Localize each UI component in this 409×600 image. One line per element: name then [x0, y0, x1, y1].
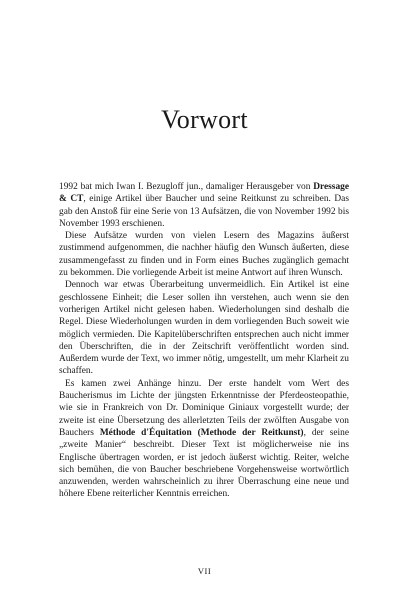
paragraph [59, 378, 349, 501]
bold-title-text: Méthode d'Équitation (Methode der Reitkunst) [99, 427, 304, 438]
paragraph [59, 181, 349, 230]
paragraph-text: Dennoch war etwas Überarbeitung unvermeidlich. Ein Artikel ist eine geschlossene Einheit; die Leser sollen ihn verstehen, auch wenn sie den vorherigen Artikel nicht gelesen haben. Wiederholungen sind deshalb die Regel. Diese Wiederholungen wurden in dem vorliegenden Buch soweit wie möglich vermieden. Die Kapitelüberschriften entsprechen auch nicht immer den Überschriften, die in der Zeitschrift veröffentlicht worden sind. Außerdem wurde der Text, wo immer nötig, umgestellt, um mehr Klarheit zu schaffen. [59, 280, 349, 377]
paragraph-text: Es kamen zwei Anhänge hinzu. Der erste handelt vom Wert des Baucherismus im Lichte der jüngsten Erkenntnisse der Pferdeosteopathie, wie sie in Frankreich von Dr. Dominique Giniaux vorgestellt wurde; der zweite ist eine Übersetzung des allerletzten Teils der zwölften Ausgabe von Bauchers [59, 378, 349, 438]
bold-title-text: Dressage & CT [59, 182, 349, 205]
paragraph-text: 1992 bat mich Iwan I. Bezugloff jun., damaliger Herausgeber von [59, 182, 314, 192]
page-number: VII [197, 566, 212, 576]
page-title: Vorwort [161, 105, 248, 134]
body-text [59, 181, 349, 501]
paragraph-text: , der seine „zweite Manier“ beschreibt. Dieser Text ist möglicherweise nie ins Englische übertragen worden, er ist jedoch äußerst wichtig. Reiter, welche sich bemühen, die von Baucher beschriebene Vorgehensweise wortwörtlich anzuwenden, werden wahrscheinlich zu ihrer Überraschung eine neue und höhere Ebene reiterlicher Kenntnis erreichen. [59, 427, 349, 500]
paragraph-text: Diese Aufsätze wurden von vielen Lesern des Magazins äußerst zustimmend aufgenommen, die nachher häufig den Wunsch äußerten, diese zusammengefasst zu finden und in Form eines Buches zugänglich gemacht zu bekommen. Die vorliegende Arbeit ist meine Antwort auf ihren Wunsch. [59, 231, 349, 279]
paragraph-text: , einige Artikel über Baucher und seine Reitkunst zu schreiben. Das gab den Anstoß für eine Serie von 13 Aufsätzen, die von November 1992 bis November 1993 erschienen. [59, 194, 349, 229]
paragraph [59, 230, 349, 279]
paragraph [59, 279, 349, 377]
